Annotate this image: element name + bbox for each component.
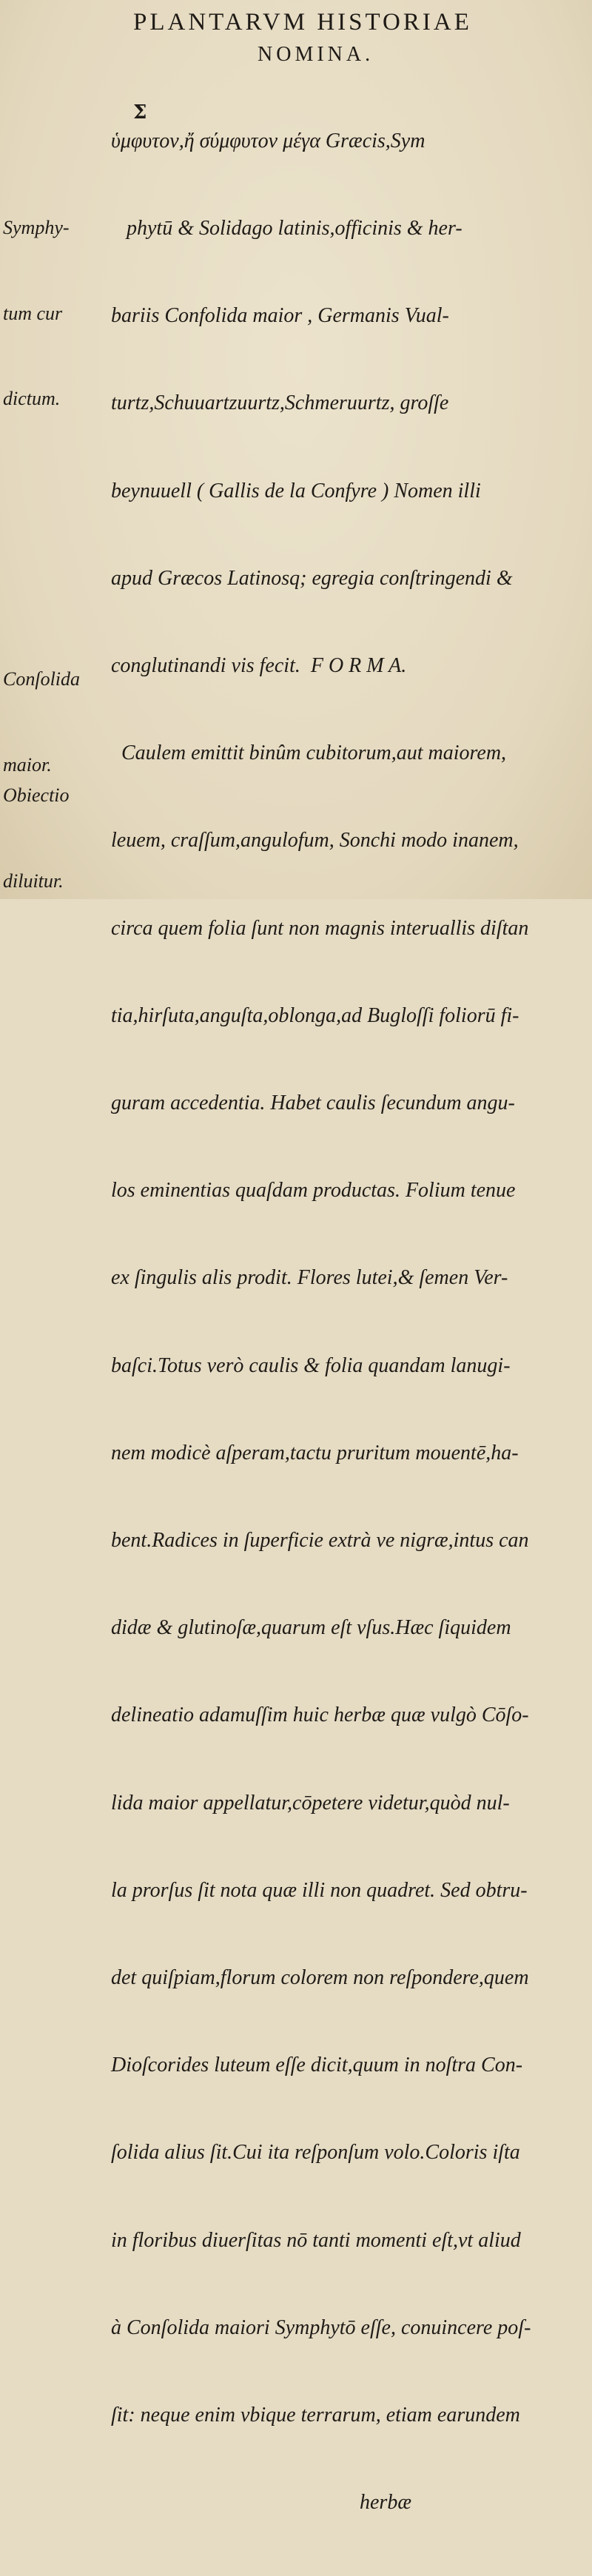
text-line: guram accedentia. Habet caulis ſecundum angu- bbox=[111, 1092, 515, 1115]
margin-note-obiectio bbox=[3, 724, 108, 952]
text-line: Caulem emittit binûm cubitorum,aut maiorem, bbox=[111, 741, 507, 765]
text-line: circa quem folia ſunt non magnis interuallis diſtan bbox=[111, 916, 529, 940]
text-line: nem modicè aſperam,tactu pruritum mouentē,ha- bbox=[111, 1441, 519, 1464]
text-line: delineatio adamuſſim huic herbæ quæ vulgò Cōſo- bbox=[111, 1704, 529, 1727]
text-line: baſci.Totus verò caulis & folia quandam lanugi- bbox=[111, 1353, 511, 1377]
margin-line: Conſolida bbox=[3, 668, 81, 690]
text-line: ὑμφυτον,ἤ σύμφυτον μέγα Græcis,Sym bbox=[111, 129, 426, 152]
text-line: in floribus diuerſitas nō tanti momenti eſt,vt aliud bbox=[111, 2228, 521, 2252]
text-line: det quiſpiam,florum colorem non reſpondere,quem bbox=[111, 1966, 529, 1990]
margin-note-symphytum bbox=[3, 157, 108, 471]
text-line: herbæ bbox=[111, 2491, 411, 2515]
sigma-glyph: Σ bbox=[133, 101, 147, 124]
text-line: conglutinandi vis fecit. F O R M A. bbox=[111, 654, 407, 678]
text-line: ex ſingulis alis prodit. Flores lutei,& ſemen Ver- bbox=[111, 1266, 508, 1290]
text-line: à Conſolida maiori Symphytō eſſe, conuincere poſ- bbox=[111, 2316, 531, 2339]
text-line: los eminentias quaſdam productas. Folium tenue bbox=[111, 1179, 516, 1203]
body-text bbox=[111, 68, 592, 2576]
margin-line: Obiectio bbox=[3, 784, 70, 806]
text-line: bent.Radices in ſuperficie extrà ve nigræ,intus can bbox=[111, 1529, 529, 1553]
text-line: phytū & Solidago latinis,officinis & her- bbox=[111, 217, 462, 241]
text-line: beynuuell ( Gallis de la Confyre ) Nomen illi bbox=[111, 479, 481, 502]
text-line: ſolida alius ſit.Cui ita reſponſum volo.Coloris iſta bbox=[111, 2141, 520, 2165]
margin-line: Symphy- bbox=[3, 217, 70, 238]
text-line: la prorſus ſit nota quæ illi non quadret. Sed obtru- bbox=[111, 1878, 528, 1902]
text-line: apud Græcos Latinosq; egregia conſtringendi & bbox=[111, 566, 513, 590]
margin-line: tum cur bbox=[3, 302, 63, 324]
margin-line: diluitur. bbox=[3, 870, 64, 892]
running-head: PLANTARVM HISTORIAE bbox=[133, 9, 472, 36]
text-line: ſit: neque enim vbique terrarum, etiam earundem bbox=[111, 2404, 520, 2427]
margin-line: dictum. bbox=[3, 388, 61, 409]
text-line: didæ & glutinoſæ,quarum eſt vſus.Hæc ſiquidem bbox=[111, 1616, 511, 1640]
margin-line: maior. bbox=[3, 753, 52, 776]
section-title-nomina: NOMINA. bbox=[258, 43, 374, 66]
text-line: Dioſcorides luteum eſſe dicit,quum in noſtra Con- bbox=[111, 2054, 523, 2077]
text-line: tia,hirſuta,anguſta,oblonga,ad Bugloſſi foliorū fi- bbox=[111, 1003, 519, 1027]
text-line: turtz,Schuuartzuurtz,Schmeruurtz, groſſe bbox=[111, 391, 449, 415]
text-line: leuem, craſſum,angulofum, Sonchi modo inanem, bbox=[111, 829, 519, 852]
text-line: lida maior appellatur,cōpetere videtur,quòd nul- bbox=[111, 1791, 510, 1815]
text-line: bariis Confolida maior , Germanis Vual- bbox=[111, 304, 449, 328]
